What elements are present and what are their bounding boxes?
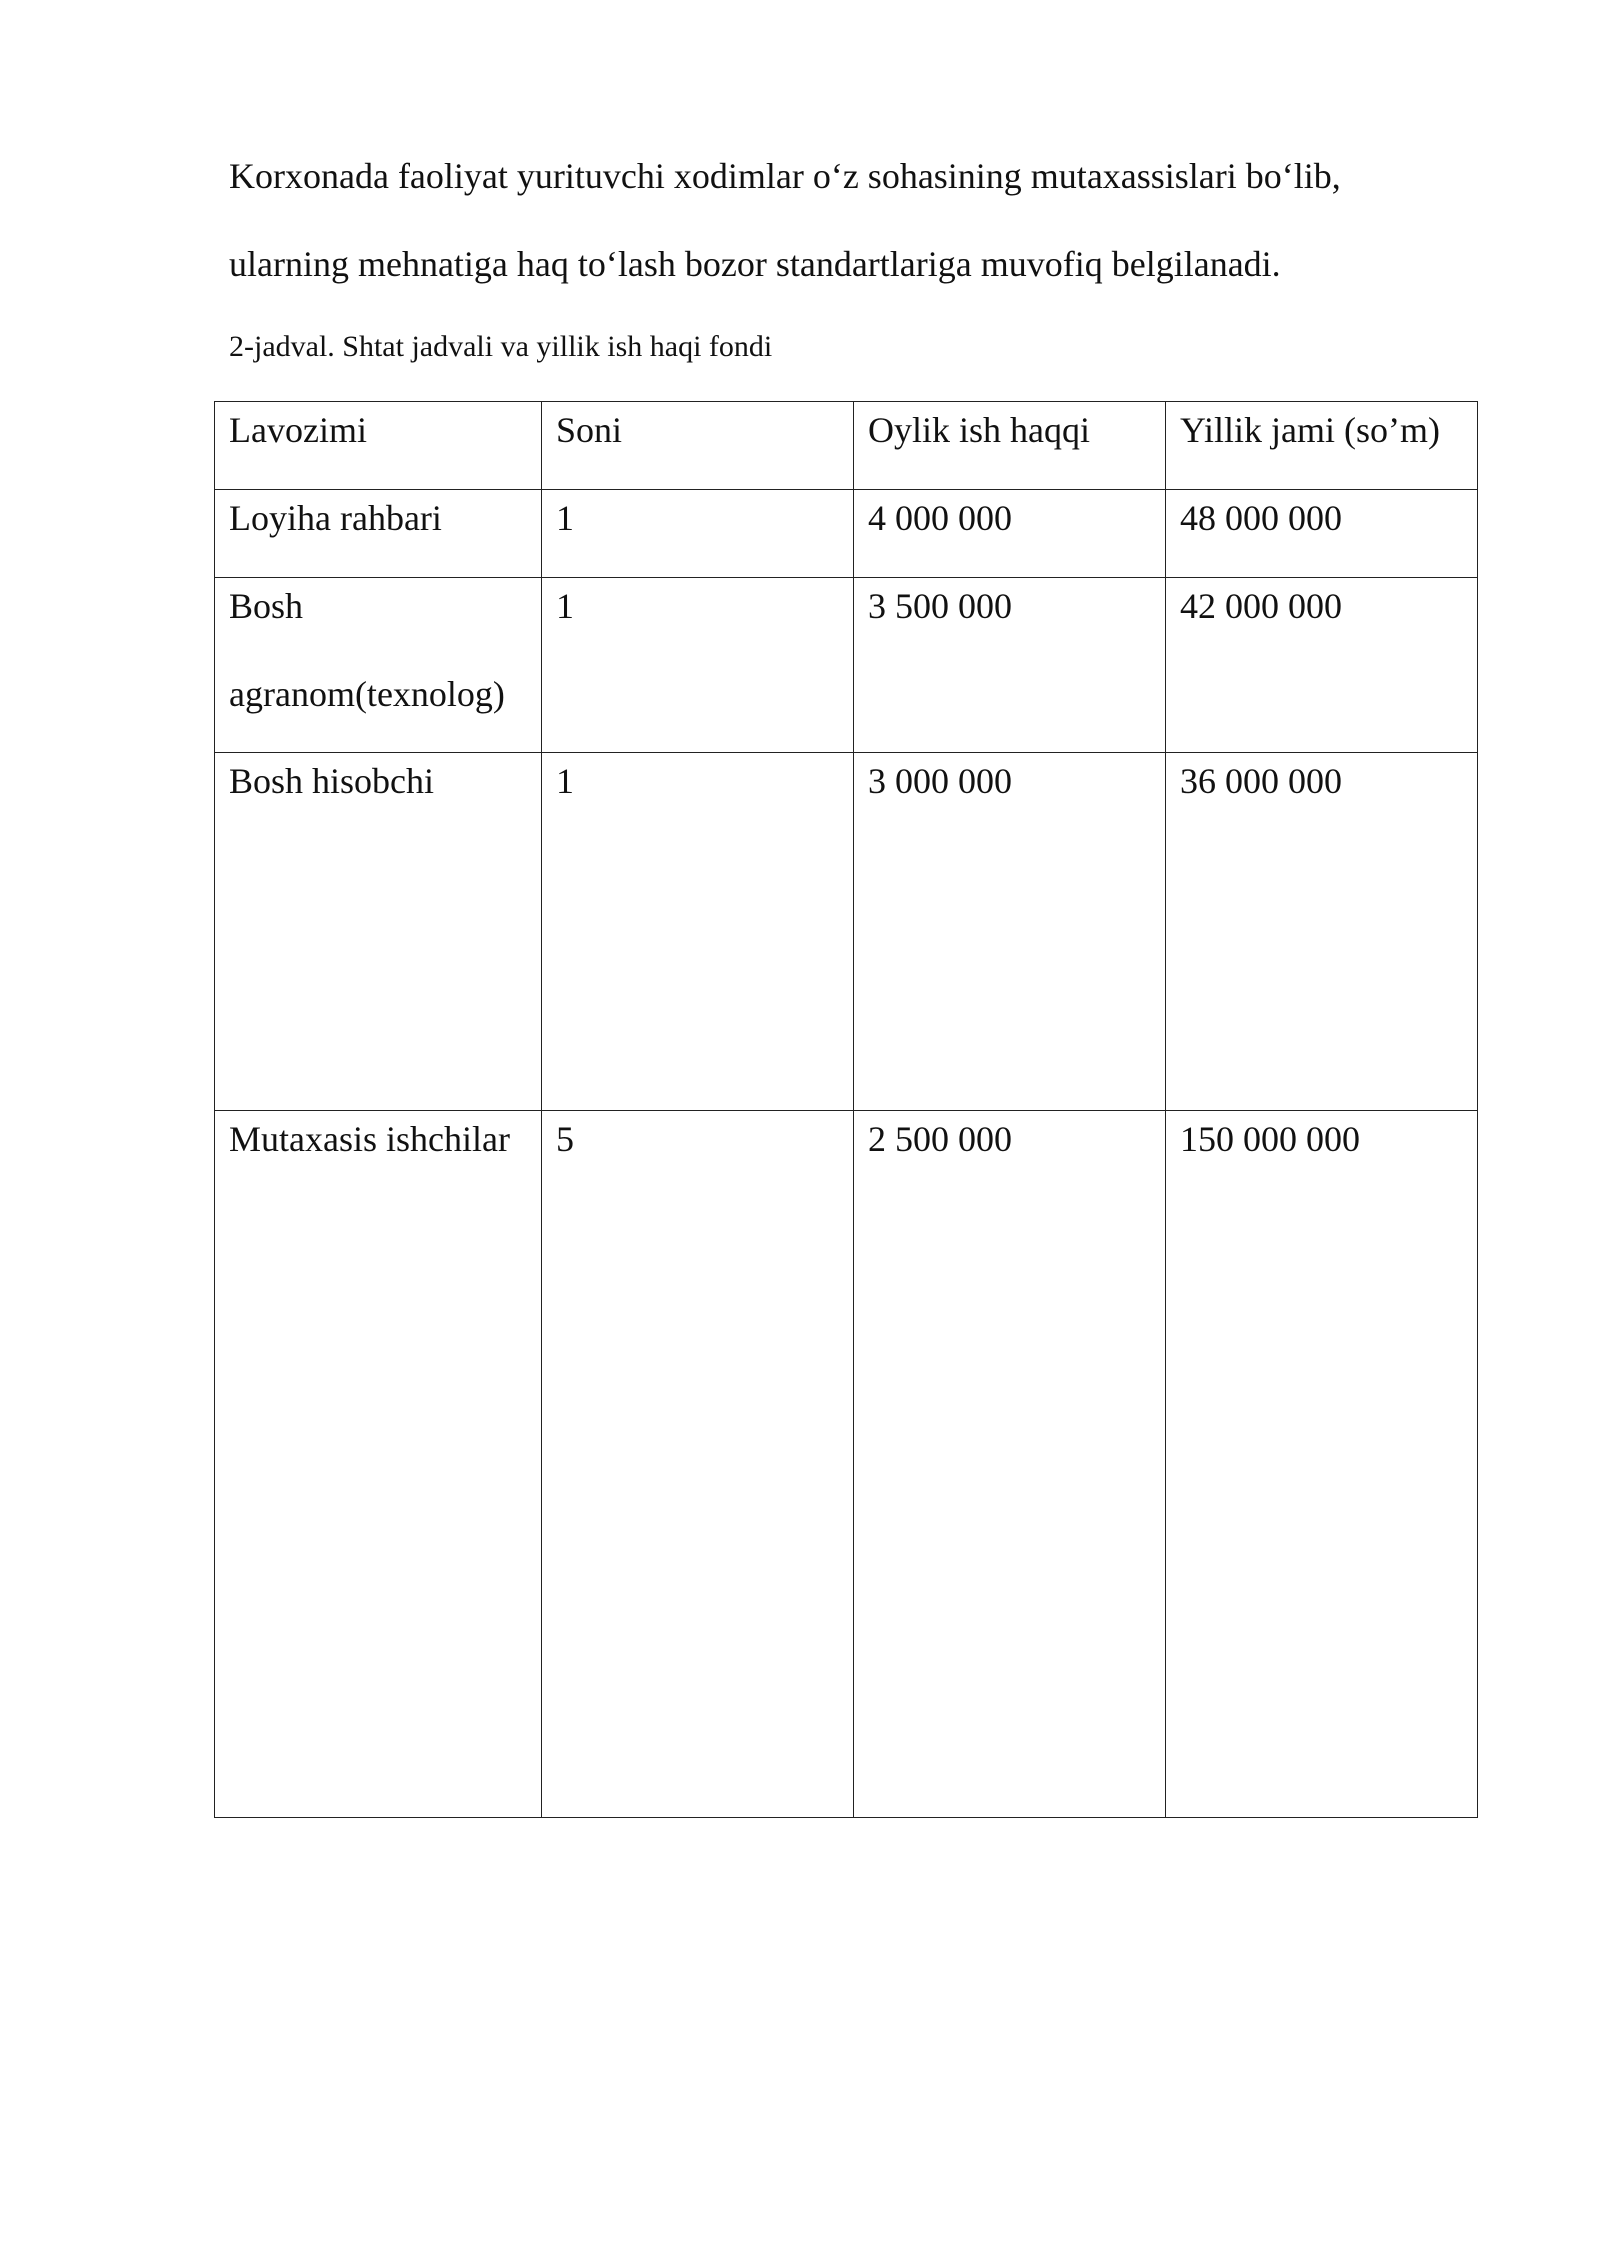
- cell-text: Loyiha rahbari: [229, 498, 442, 538]
- table-cell: [1166, 753, 1478, 1111]
- table-cell: [542, 578, 854, 753]
- table-cell: [1166, 1111, 1478, 1818]
- header-label: Oylik ish haqqi: [868, 410, 1090, 450]
- table-cell: [854, 578, 1166, 753]
- table-cell: [215, 753, 542, 1111]
- header-label: Soni: [556, 410, 623, 450]
- table-cell: [1166, 578, 1478, 753]
- table-row: [215, 578, 1478, 753]
- cell-text: 1: [556, 586, 574, 626]
- cell-text: 1: [556, 498, 574, 538]
- cell-text: 4 000 000: [868, 498, 1012, 538]
- table-row: [215, 1111, 1478, 1818]
- cell-text: 3 000 000: [868, 761, 1012, 801]
- cell-text: Mutaxasis ishchilar: [229, 1119, 510, 1159]
- cell-text: 2 500 000: [868, 1119, 1012, 1159]
- cell-text: 150 000 000: [1180, 1119, 1360, 1159]
- table-cell: [542, 753, 854, 1111]
- table-cell: [542, 1111, 854, 1818]
- cell-text: Bosh hisobchi: [229, 761, 435, 801]
- cell-text: Bosh agranom(texnolog): [229, 586, 505, 714]
- table-cell: [215, 1111, 542, 1818]
- table-cell: [854, 753, 1166, 1111]
- cell-text: 3 500 000: [868, 586, 1012, 626]
- header-label: Yillik jami (so’m): [1180, 410, 1440, 450]
- cell-text: 5: [556, 1119, 574, 1159]
- table-cell: [215, 578, 542, 753]
- cell-text: 48 000 000: [1180, 498, 1342, 538]
- cell-text: 42 000 000: [1180, 586, 1342, 626]
- header-label: Lavozimi: [229, 410, 367, 450]
- cell-text: 36 000 000: [1180, 761, 1342, 801]
- paragraph-line-2: ularning mehnatiga haq to‘lash bozor standartlariga muvofiq belgilanadi.: [229, 244, 1281, 284]
- paragraph-line-1: Korxonada faoliyat yurituvchi xodimlar o‘z sohasining mutaxassislari bo‘lib,: [229, 156, 1341, 196]
- table-cell: [854, 1111, 1166, 1818]
- cell-text: 1: [556, 761, 574, 801]
- table-caption: 2-jadval. Shtat jadvali va yillik ish haqi fondi: [229, 330, 773, 363]
- staff-salary-table: [214, 401, 1478, 1818]
- table-row: [215, 753, 1478, 1111]
